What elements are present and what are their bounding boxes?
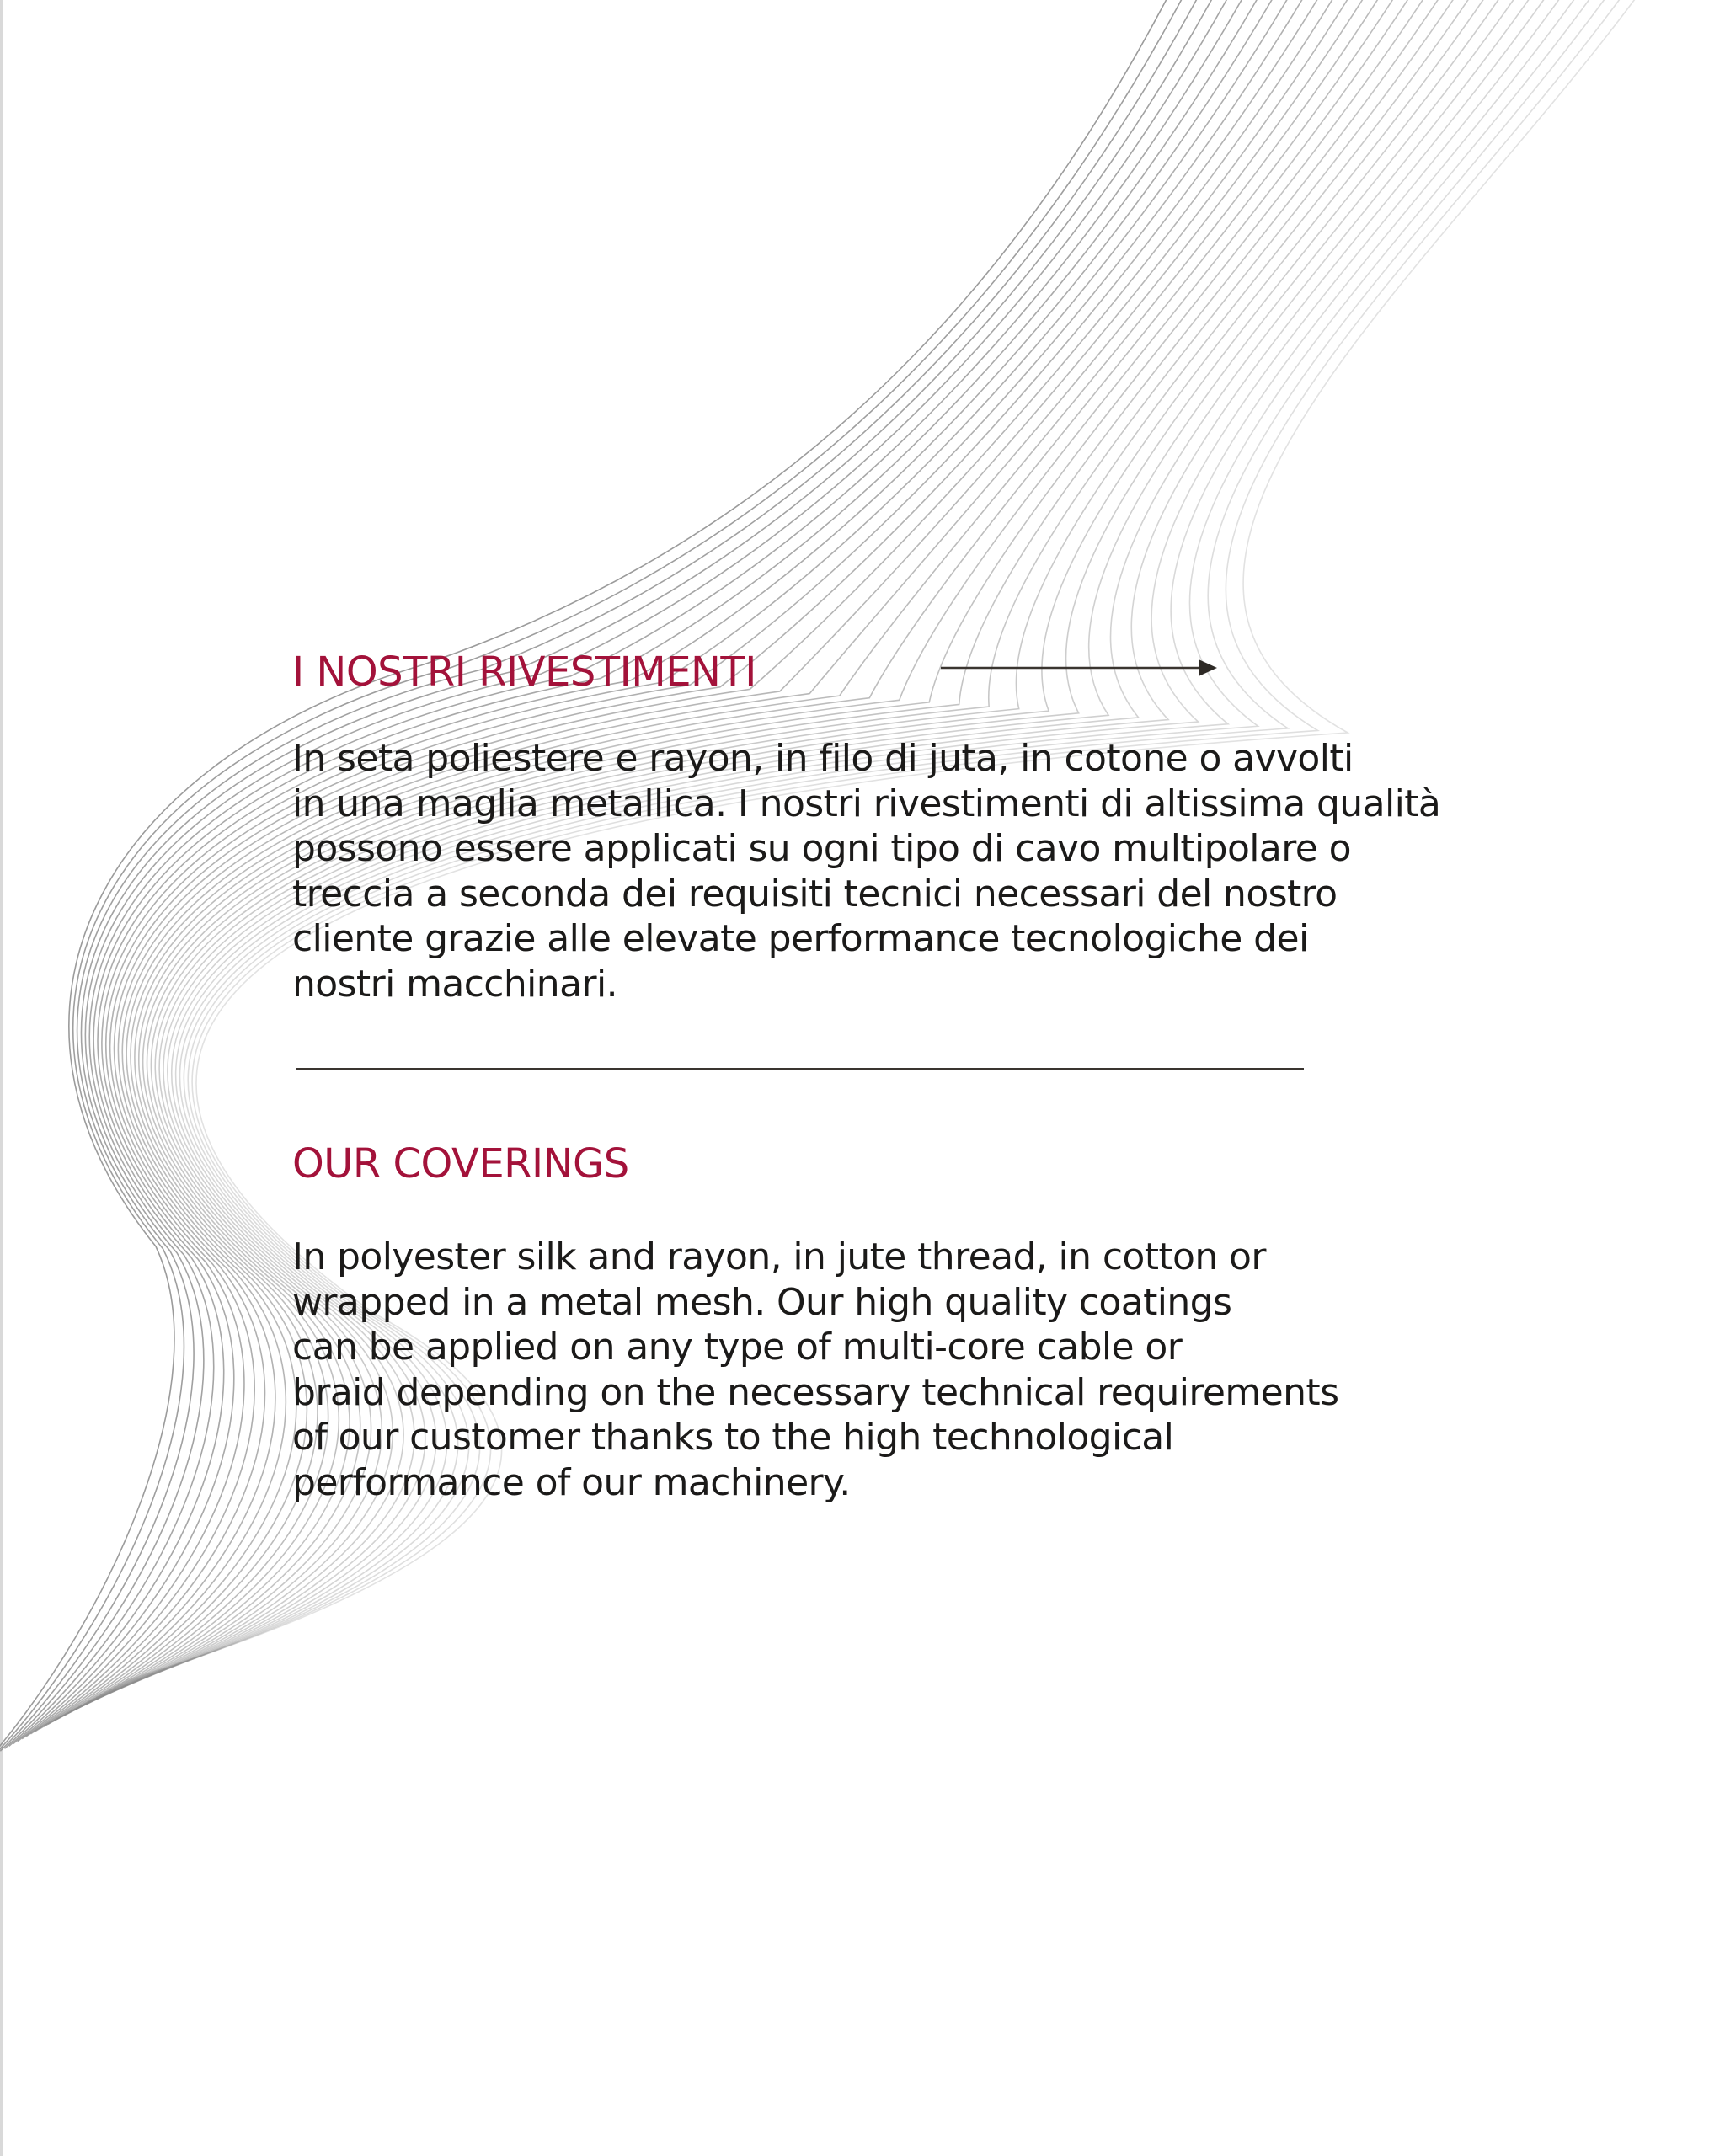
english-heading: OUR COVERINGS <box>292 1140 629 1187</box>
italian-body-line: in una maglia metallica. I nostri rivestimenti di altissima qualità <box>292 782 1441 825</box>
section-divider <box>296 1068 1304 1070</box>
right-arrow-icon <box>941 657 1219 679</box>
italian-heading: I NOSTRI RIVESTIMENTI <box>292 648 756 696</box>
italian-body-line: nostri macchinari. <box>292 962 617 1006</box>
italian-body-line: treccia a seconda dei requisiti tecnici necessari del nostro <box>292 872 1338 915</box>
english-body-line: can be applied on any type of multi-core cable or <box>292 1326 1183 1369</box>
english-body <box>292 1235 1488 1505</box>
italian-body-line: possono essere applicati su ogni tipo di cavo multipolare o <box>292 827 1351 870</box>
english-body-line: of our customer thanks to the high technological <box>292 1416 1174 1459</box>
english-body-line: braid depending on the necessary technical requirements <box>292 1370 1339 1414</box>
italian-body-line: cliente grazie alle elevate performance tecnologiche dei <box>292 917 1309 960</box>
italian-body-line: In seta poliestere e rayon, in filo di juta, in cotone o avvolti <box>292 737 1354 780</box>
english-body-line: In polyester silk and rayon, in jute thread, in cotton or <box>292 1235 1266 1278</box>
english-body-line: wrapped in a metal mesh. Our high quality coatings <box>292 1280 1232 1324</box>
italian-body <box>292 736 1488 1006</box>
english-body-line: performance of our machinery. <box>292 1460 851 1504</box>
